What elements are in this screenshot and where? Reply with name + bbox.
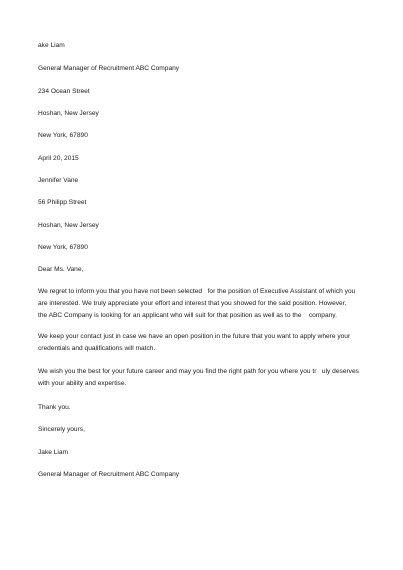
body-paragraph-3 <box>38 366 368 390</box>
closing-thanks: Thank you. <box>38 404 71 411</box>
recipient-name: Jennifer Vane <box>38 177 79 184</box>
body-paragraph-1 <box>38 286 368 322</box>
paragraph-line: are interested. We truly appreciate your effort and interest that you showed for the said position. However, <box>38 300 347 307</box>
recipient-city-zip: New York, 67890 <box>38 244 88 251</box>
paragraph-line: credentials and qualifications will match. <box>38 345 156 352</box>
sender-city-state: Hoshan, New Jersey <box>38 110 99 117</box>
sender-title: General Manager of Recruitment ABC Company <box>38 65 180 72</box>
paragraph-line: the ABC Company is looking for an applicant who will suit for that position as well as to the company. <box>38 312 337 319</box>
sender-street: 234 Ocean Street <box>38 88 90 95</box>
body-paragraph-2 <box>38 331 368 355</box>
signature-name: Jake Liam <box>38 449 69 456</box>
paragraph-line: We keep your contact just in case we have an open position in the future that you want to apply where your <box>38 333 351 340</box>
paragraph-line: We regret to inform you that you have not been selected for the position of Executive Assistant of which you <box>38 288 356 295</box>
sender-city-zip: New York, 67890 <box>38 132 88 139</box>
closing-sincerely: Sincerely yours, <box>38 426 85 433</box>
salutation: Dear Ms. Vane, <box>38 266 84 273</box>
signature-title: General Manager of Recruitment ABC Company <box>38 471 180 478</box>
sender-name: ake Liam <box>38 42 65 49</box>
paragraph-line: We wish you the best for your future career and may you find the right path for you where you tr uly deserves <box>38 368 359 375</box>
recipient-street: 56 Philipp Street <box>38 199 87 206</box>
recipient-city-state: Hoshan, New Jersey <box>38 222 99 229</box>
paragraph-line: with your ability and expertise. <box>38 380 127 387</box>
letter-date: April 20, 2015 <box>38 155 79 162</box>
